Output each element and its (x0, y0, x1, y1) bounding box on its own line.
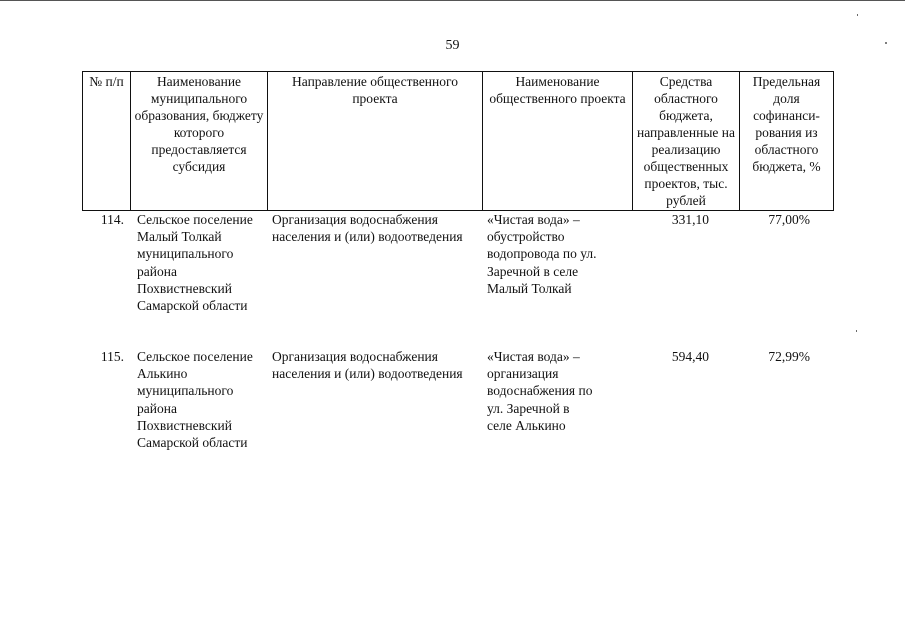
scan-speck (857, 14, 858, 16)
share-cell: 77,00% (768, 212, 810, 227)
header-col-num: № п/п (83, 72, 131, 211)
funds-cell: 594,40 (671, 349, 709, 364)
project-cell: «Чистая вода» – обустройство водопровода по ул. Заречной в селе Малый Толкай (487, 212, 597, 296)
direction-cell: Организация водоснабжения населения и (или) водоотведения (272, 349, 463, 382)
project-cell: «Чистая вода» – организация водоснабжения по ул. Заречной в селе Алькино (487, 349, 593, 433)
header-col-project: Наименование общественного проекта (483, 72, 633, 211)
scan-speck (885, 42, 887, 44)
municipality-cell: Сельское поселение Малый Толкай муниципального района Похвистневский Самарской области (137, 212, 253, 314)
row-number: 115. (100, 349, 124, 364)
share-cell: 72,99% (768, 349, 810, 364)
municipality-cell: Сельское поселение Алькино муниципального района Похвистневский Самарской области (137, 349, 253, 451)
header-col-funds: Средства областного бюджета, направленные на реализацию общественных проектов, тыс. рублей (633, 72, 740, 211)
table-header-row (83, 72, 834, 211)
page-top-border (0, 0, 905, 1)
header-col-municipality: Наименование муниципального образования, бюджету которого предоставляется субсидия (131, 72, 268, 211)
table-header (82, 71, 834, 211)
header-col-share: Предельная доля софинанси-рования из областного бюджета, % (740, 72, 834, 211)
scan-speck (856, 330, 857, 332)
page-number: 59 (445, 38, 460, 53)
header-col-direction: Направление общественного проекта (268, 72, 483, 211)
funds-cell: 331,10 (671, 212, 709, 227)
direction-cell: Организация водоснабжения населения и (или) водоотведения (272, 212, 463, 245)
row-number: 114. (100, 212, 124, 227)
table-row (0, 348, 905, 478)
table-row (0, 211, 905, 341)
